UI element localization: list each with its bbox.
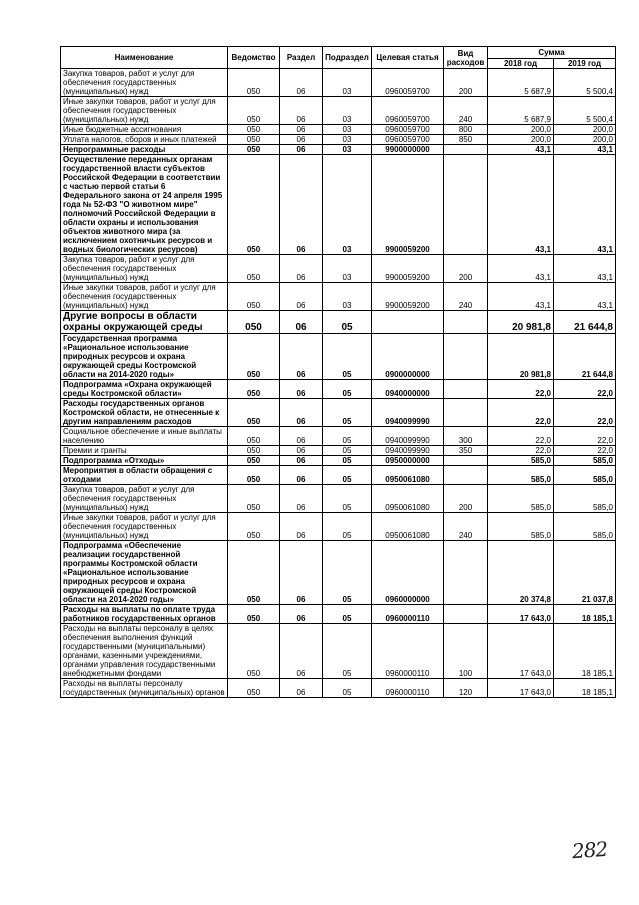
row-subsection: 03 — [323, 255, 372, 283]
row-sum-2019: 43,1 — [554, 155, 616, 255]
header-2019: 2019 год — [554, 59, 616, 69]
row-kind — [444, 466, 488, 485]
row-target — [372, 311, 444, 334]
row-subsection: 03 — [323, 69, 372, 97]
header-target: Целевая статья — [372, 47, 444, 69]
row-target: 0950061080 — [372, 466, 444, 485]
header-2018: 2018 год — [488, 59, 554, 69]
row-section: 06 — [280, 456, 323, 466]
table-row — [61, 399, 616, 427]
row-name: Осуществление переданных органам государственной власти субъектов Российской Федерации в соответствии с частью первой статьи 6 Федерального закона от 24 апреля 1995 года № 52-ФЗ "О животном мире" полномочий Российской Федерации в области охраны и использования объектов животного мира (за исключением охотничьих ресурсов и водных биологических ресурсов) — [61, 155, 228, 255]
row-dept: 050 — [228, 624, 280, 679]
table-row — [61, 334, 616, 380]
row-name: Закупка товаров, работ и услуг для обеспечения государственных (муниципальных) нужд — [61, 485, 228, 513]
row-subsection: 05 — [323, 311, 372, 334]
row-name: Непрограммные расходы — [61, 145, 228, 155]
row-kind: 300 — [444, 427, 488, 446]
row-section: 06 — [280, 145, 323, 155]
row-subsection: 05 — [323, 485, 372, 513]
row-sum-2018: 22,0 — [488, 399, 554, 427]
row-kind: 350 — [444, 446, 488, 456]
row-section: 06 — [280, 485, 323, 513]
row-section: 06 — [280, 513, 323, 541]
row-name: Иные закупки товаров, работ и услуг для обеспечения государственных (муниципальных) нужд — [61, 283, 228, 311]
row-sum-2019: 5 500,4 — [554, 97, 616, 125]
row-kind — [444, 605, 488, 624]
row-sum-2018: 585,0 — [488, 466, 554, 485]
row-sum-2019: 200,0 — [554, 135, 616, 145]
row-kind — [444, 155, 488, 255]
row-sum-2018: 20 981,8 — [488, 334, 554, 380]
row-name: Закупка товаров, работ и услуг для обеспечения государственных (муниципальных) нужд — [61, 69, 228, 97]
row-subsection: 05 — [323, 380, 372, 399]
row-kind: 800 — [444, 125, 488, 135]
table-row — [61, 97, 616, 125]
table-row — [61, 380, 616, 399]
row-sum-2018: 20 374,8 — [488, 541, 554, 605]
row-sum-2019: 18 185,1 — [554, 624, 616, 679]
row-target: 9900000000 — [372, 145, 444, 155]
row-dept: 050 — [228, 466, 280, 485]
row-dept: 050 — [228, 446, 280, 456]
row-sum-2019: 585,0 — [554, 513, 616, 541]
row-target: 0960059700 — [372, 135, 444, 145]
row-sum-2018: 22,0 — [488, 446, 554, 456]
row-sum-2018: 585,0 — [488, 485, 554, 513]
row-section: 06 — [280, 135, 323, 145]
row-target: 0960000110 — [372, 624, 444, 679]
table-row — [61, 446, 616, 456]
row-subsection: 05 — [323, 334, 372, 380]
row-section: 06 — [280, 69, 323, 97]
row-sum-2019: 22,0 — [554, 427, 616, 446]
row-name: Государственная программа «Рациональное использование природных ресурсов и охрана окружающей среды Костромской области на 2014-2020 годы» — [61, 334, 228, 380]
row-subsection: 03 — [323, 145, 372, 155]
table-row — [61, 135, 616, 145]
row-dept: 050 — [228, 485, 280, 513]
row-kind — [444, 145, 488, 155]
row-sum-2019: 21 644,8 — [554, 311, 616, 334]
row-section: 06 — [280, 541, 323, 605]
row-dept: 050 — [228, 283, 280, 311]
row-sum-2018: 43,1 — [488, 283, 554, 311]
row-subsection: 03 — [323, 155, 372, 255]
table-row — [61, 155, 616, 255]
table-row — [61, 541, 616, 605]
row-name: Расходы на выплаты по оплате труда работников государственных органов — [61, 605, 228, 624]
row-subsection: 05 — [323, 466, 372, 485]
row-target: 0960059700 — [372, 69, 444, 97]
row-dept: 050 — [228, 255, 280, 283]
row-dept: 050 — [228, 69, 280, 97]
row-section: 06 — [280, 399, 323, 427]
row-target: 9900059200 — [372, 283, 444, 311]
row-dept: 050 — [228, 311, 280, 334]
row-section: 06 — [280, 380, 323, 399]
row-kind: 240 — [444, 97, 488, 125]
table-row — [61, 456, 616, 466]
table-row — [61, 283, 616, 311]
row-sum-2018: 20 981,8 — [488, 311, 554, 334]
row-subsection: 05 — [323, 541, 372, 605]
row-target: 0900000000 — [372, 334, 444, 380]
row-dept: 050 — [228, 97, 280, 125]
row-kind — [444, 456, 488, 466]
header-subsection: Подраздел — [323, 47, 372, 69]
row-name: Расходы на выплаты персоналу в целях обеспечения выполнения функций государственными (муниципальными) органами, казенными учреждениями, органами управления государственными внебюджетными фондами — [61, 624, 228, 679]
row-sum-2019: 22,0 — [554, 380, 616, 399]
header-kind: Вид расходов — [444, 47, 488, 69]
row-kind — [444, 399, 488, 427]
row-name: Расходы государственных органов Костромской области, не отнесенные к другим направлениям расходов — [61, 399, 228, 427]
row-sum-2019: 585,0 — [554, 466, 616, 485]
row-kind — [444, 380, 488, 399]
row-section: 06 — [280, 97, 323, 125]
row-subsection: 05 — [323, 624, 372, 679]
row-name: Иные закупки товаров, работ и услуг для обеспечения государственных (муниципальных) нужд — [61, 513, 228, 541]
row-name: Иные бюджетные ассигнования — [61, 125, 228, 135]
row-target: 0950061080 — [372, 485, 444, 513]
row-subsection: 05 — [323, 513, 372, 541]
row-section: 06 — [280, 255, 323, 283]
row-section: 06 — [280, 679, 323, 698]
row-target: 0960059700 — [372, 125, 444, 135]
header-dept: Ведомство — [228, 47, 280, 69]
row-dept: 050 — [228, 399, 280, 427]
row-sum-2018: 17 643,0 — [488, 679, 554, 698]
row-sum-2019: 200,0 — [554, 125, 616, 135]
budget-table — [60, 46, 616, 698]
row-sum-2018: 17 643,0 — [488, 605, 554, 624]
row-sum-2019: 21 037,8 — [554, 541, 616, 605]
row-section: 06 — [280, 334, 323, 380]
row-dept: 050 — [228, 456, 280, 466]
row-name: Другие вопросы в области охраны окружающей среды — [61, 311, 228, 334]
row-kind: 240 — [444, 283, 488, 311]
row-kind: 850 — [444, 135, 488, 145]
row-subsection: 03 — [323, 283, 372, 311]
row-dept: 050 — [228, 605, 280, 624]
table-row — [61, 427, 616, 446]
row-name: Подпрограмма «Охрана окружающей среды Костромской области» — [61, 380, 228, 399]
row-sum-2019: 585,0 — [554, 456, 616, 466]
row-subsection: 05 — [323, 679, 372, 698]
row-sum-2018: 200,0 — [488, 135, 554, 145]
row-target: 0940000000 — [372, 380, 444, 399]
row-kind: 200 — [444, 69, 488, 97]
row-section: 06 — [280, 155, 323, 255]
table-row — [61, 679, 616, 698]
table-row — [61, 513, 616, 541]
table-row — [61, 605, 616, 624]
row-sum-2018: 22,0 — [488, 427, 554, 446]
row-name: Мероприятия в области обращения с отходами — [61, 466, 228, 485]
row-name: Премии и гранты — [61, 446, 228, 456]
row-subsection: 03 — [323, 97, 372, 125]
row-subsection: 05 — [323, 427, 372, 446]
row-sum-2018: 22,0 — [488, 380, 554, 399]
row-target: 0940099990 — [372, 427, 444, 446]
row-dept: 050 — [228, 679, 280, 698]
table-row — [61, 466, 616, 485]
table-row — [61, 145, 616, 155]
row-sum-2019: 18 185,1 — [554, 605, 616, 624]
row-sum-2018: 43,1 — [488, 145, 554, 155]
row-name: Социальное обеспечение и иные выплаты населению — [61, 427, 228, 446]
row-sum-2019: 22,0 — [554, 446, 616, 456]
row-target: 0960000110 — [372, 605, 444, 624]
row-dept: 050 — [228, 513, 280, 541]
row-subsection: 03 — [323, 125, 372, 135]
row-subsection: 05 — [323, 605, 372, 624]
row-kind — [444, 334, 488, 380]
row-subsection: 05 — [323, 399, 372, 427]
row-target: 0960000110 — [372, 679, 444, 698]
row-sum-2019: 5 500,4 — [554, 69, 616, 97]
page-number: 282 — [571, 836, 608, 864]
table-row — [61, 255, 616, 283]
row-sum-2018: 200,0 — [488, 125, 554, 135]
table-row — [61, 125, 616, 135]
table-row — [61, 69, 616, 97]
row-kind: 100 — [444, 624, 488, 679]
row-dept: 050 — [228, 541, 280, 605]
row-kind: 200 — [444, 485, 488, 513]
table-row — [61, 311, 616, 334]
row-subsection: 05 — [323, 456, 372, 466]
row-sum-2019: 18 185,1 — [554, 679, 616, 698]
row-dept: 050 — [228, 380, 280, 399]
row-target: 0960059700 — [372, 97, 444, 125]
row-dept: 050 — [228, 155, 280, 255]
header-sum: Сумма — [488, 47, 616, 59]
row-sum-2019: 21 644,8 — [554, 334, 616, 380]
row-kind — [444, 541, 488, 605]
row-subsection: 03 — [323, 135, 372, 145]
row-name: Уплата налогов, сборов и иных платежей — [61, 135, 228, 145]
table-row — [61, 624, 616, 679]
row-section: 06 — [280, 283, 323, 311]
header-name: Наименование — [61, 47, 228, 69]
row-section: 06 — [280, 446, 323, 456]
row-sum-2018: 5 687,9 — [488, 97, 554, 125]
row-kind: 120 — [444, 679, 488, 698]
row-kind: 240 — [444, 513, 488, 541]
row-name: Расходы на выплаты персоналу государственных (муниципальных) органов — [61, 679, 228, 698]
row-section: 06 — [280, 466, 323, 485]
row-section: 06 — [280, 311, 323, 334]
row-target: 9900059200 — [372, 255, 444, 283]
row-sum-2018: 43,1 — [488, 155, 554, 255]
row-section: 06 — [280, 624, 323, 679]
row-sum-2019: 43,1 — [554, 145, 616, 155]
row-sum-2019: 43,1 — [554, 283, 616, 311]
row-section: 06 — [280, 605, 323, 624]
row-dept: 050 — [228, 135, 280, 145]
row-target: 0950000000 — [372, 456, 444, 466]
table-row — [61, 485, 616, 513]
row-name: Подпрограмма «Обеспечение реализации государственной программы Костромской области «Рациональное использование природных ресурсов и охрана окружающей среды Костромской области на 2014-2020 годы» — [61, 541, 228, 605]
row-dept: 050 — [228, 145, 280, 155]
row-dept: 050 — [228, 125, 280, 135]
table-body — [61, 69, 616, 698]
row-section: 06 — [280, 427, 323, 446]
row-sum-2018: 5 687,9 — [488, 69, 554, 97]
row-subsection: 05 — [323, 446, 372, 456]
row-target: 9900059200 — [372, 155, 444, 255]
row-sum-2019: 585,0 — [554, 485, 616, 513]
row-section: 06 — [280, 125, 323, 135]
row-kind — [444, 311, 488, 334]
row-target: 0950061080 — [372, 513, 444, 541]
row-dept: 050 — [228, 334, 280, 380]
row-name: Подпрограмма «Отходы» — [61, 456, 228, 466]
row-sum-2018: 43,1 — [488, 255, 554, 283]
row-name: Иные закупки товаров, работ и услуг для обеспечения государственных (муниципальных) нужд — [61, 97, 228, 125]
row-dept: 050 — [228, 427, 280, 446]
row-sum-2019: 22,0 — [554, 399, 616, 427]
row-target: 0940099990 — [372, 446, 444, 456]
row-kind: 200 — [444, 255, 488, 283]
row-sum-2018: 17 643,0 — [488, 624, 554, 679]
row-sum-2019: 43,1 — [554, 255, 616, 283]
row-target: 0960000000 — [372, 541, 444, 605]
row-sum-2018: 585,0 — [488, 456, 554, 466]
row-target: 0940099990 — [372, 399, 444, 427]
row-name: Закупка товаров, работ и услуг для обеспечения государственных (муниципальных) нужд — [61, 255, 228, 283]
header-section: Раздел — [280, 47, 323, 69]
row-sum-2018: 585,0 — [488, 513, 554, 541]
